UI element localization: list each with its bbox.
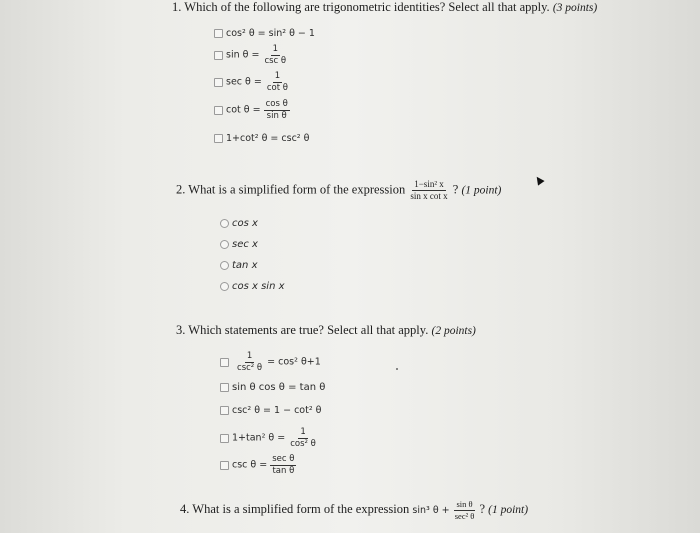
- option-text: 1+tan² θ =: [232, 432, 286, 444]
- question-1-prompt: [172, 0, 597, 15]
- q1-option-3[interactable]: [214, 72, 290, 92]
- question-text: Which statements are true? Select all that apply.: [188, 323, 429, 337]
- question-number: 1.: [172, 0, 182, 14]
- checkbox[interactable]: [220, 406, 229, 415]
- question-number: 3.: [176, 323, 186, 337]
- expression-term: sin³ θ +: [412, 504, 450, 516]
- q3-option-5[interactable]: [220, 455, 296, 475]
- question-mark: ?: [452, 182, 459, 197]
- q3-option-3[interactable]: [220, 405, 321, 416]
- fraction: $\frac{1}{\text{cos² θ}}$: [290, 427, 316, 449]
- radio-button[interactable]: [220, 219, 229, 228]
- option-text: sin θ cos θ = tan θ: [232, 382, 326, 393]
- checkbox[interactable]: [220, 434, 229, 443]
- question-4-prompt: [180, 500, 528, 520]
- checkbox[interactable]: [214, 51, 223, 60]
- checkbox[interactable]: [214, 29, 223, 38]
- q3-option-2[interactable]: [220, 382, 325, 393]
- fraction: $\frac{1}{\text{cot θ}}$: [266, 71, 288, 93]
- checkbox[interactable]: [220, 383, 229, 392]
- fraction: $\frac{\text{sec θ}}{\text{tan θ}}$: [272, 454, 295, 476]
- q2-option-2[interactable]: [220, 239, 258, 250]
- option-text: = cos² θ+1: [267, 356, 321, 368]
- option-text: sec θ =: [226, 76, 262, 88]
- checkbox[interactable]: [220, 358, 229, 367]
- option-text: cos x: [232, 218, 258, 229]
- q1-option-2[interactable]: [214, 45, 288, 65]
- points-label: (2 points): [431, 325, 476, 337]
- option-text: 1+cot² θ = csc² θ: [226, 133, 310, 144]
- checkbox[interactable]: [214, 134, 223, 143]
- option-text: sin θ =: [226, 49, 260, 61]
- mouse-cursor-icon: [533, 174, 544, 185]
- stray-mark: [396, 368, 398, 370]
- question-text: What is a simplified form of the expression: [192, 501, 410, 516]
- points-label: (1 point): [461, 184, 502, 197]
- option-text: cot θ =: [226, 104, 261, 116]
- points-label: (3 points): [552, 2, 598, 14]
- q3-option-4[interactable]: [220, 428, 318, 448]
- radio-button[interactable]: [220, 282, 229, 291]
- question-number: 4.: [180, 501, 190, 516]
- q3-option-1[interactable]: [220, 352, 321, 372]
- q1-option-4[interactable]: [214, 100, 290, 120]
- question-text: What is a simplified form of the expression: [188, 182, 406, 197]
- fraction: $\frac{\text{cos θ}}{\text{sin θ}}$: [265, 99, 288, 121]
- option-text: sec x: [232, 239, 258, 250]
- option-text: csc θ =: [232, 459, 268, 471]
- q2-option-4[interactable]: [220, 281, 285, 292]
- q2-option-1[interactable]: [220, 218, 258, 229]
- question-2-prompt: [176, 180, 501, 201]
- checkbox[interactable]: [214, 78, 223, 87]
- points-label: (1 point): [488, 503, 529, 516]
- expression-fraction: $\frac{\text{sin θ}}{\text{sec² θ}}$: [454, 499, 475, 521]
- radio-button[interactable]: [220, 240, 229, 249]
- option-text: csc² θ = 1 − cot² θ: [232, 405, 322, 416]
- expression-fraction: $\frac{\text{1−sin² x}}{\text{sin x cot x}}$: [410, 179, 448, 201]
- question-number: 2.: [176, 182, 186, 197]
- q1-option-5[interactable]: [214, 133, 309, 144]
- q1-option-1[interactable]: [214, 28, 315, 39]
- question-3-prompt: [176, 323, 476, 338]
- option-text: cos x sin x: [232, 281, 285, 292]
- question-mark: ?: [479, 501, 486, 516]
- option-text: tan x: [232, 260, 258, 271]
- fraction: $\frac{1}{\text{csc² θ}}$: [237, 351, 263, 373]
- checkbox[interactable]: [214, 106, 223, 115]
- checkbox[interactable]: [220, 461, 229, 470]
- radio-button[interactable]: [220, 261, 229, 270]
- q2-option-3[interactable]: [220, 260, 257, 271]
- fraction: $\frac{1}{\text{csc θ}}$: [264, 44, 287, 66]
- option-text: cos² θ = sin² θ − 1: [226, 28, 315, 39]
- question-text: Which of the following are trigonometric identities? Select all that apply.: [184, 0, 550, 14]
